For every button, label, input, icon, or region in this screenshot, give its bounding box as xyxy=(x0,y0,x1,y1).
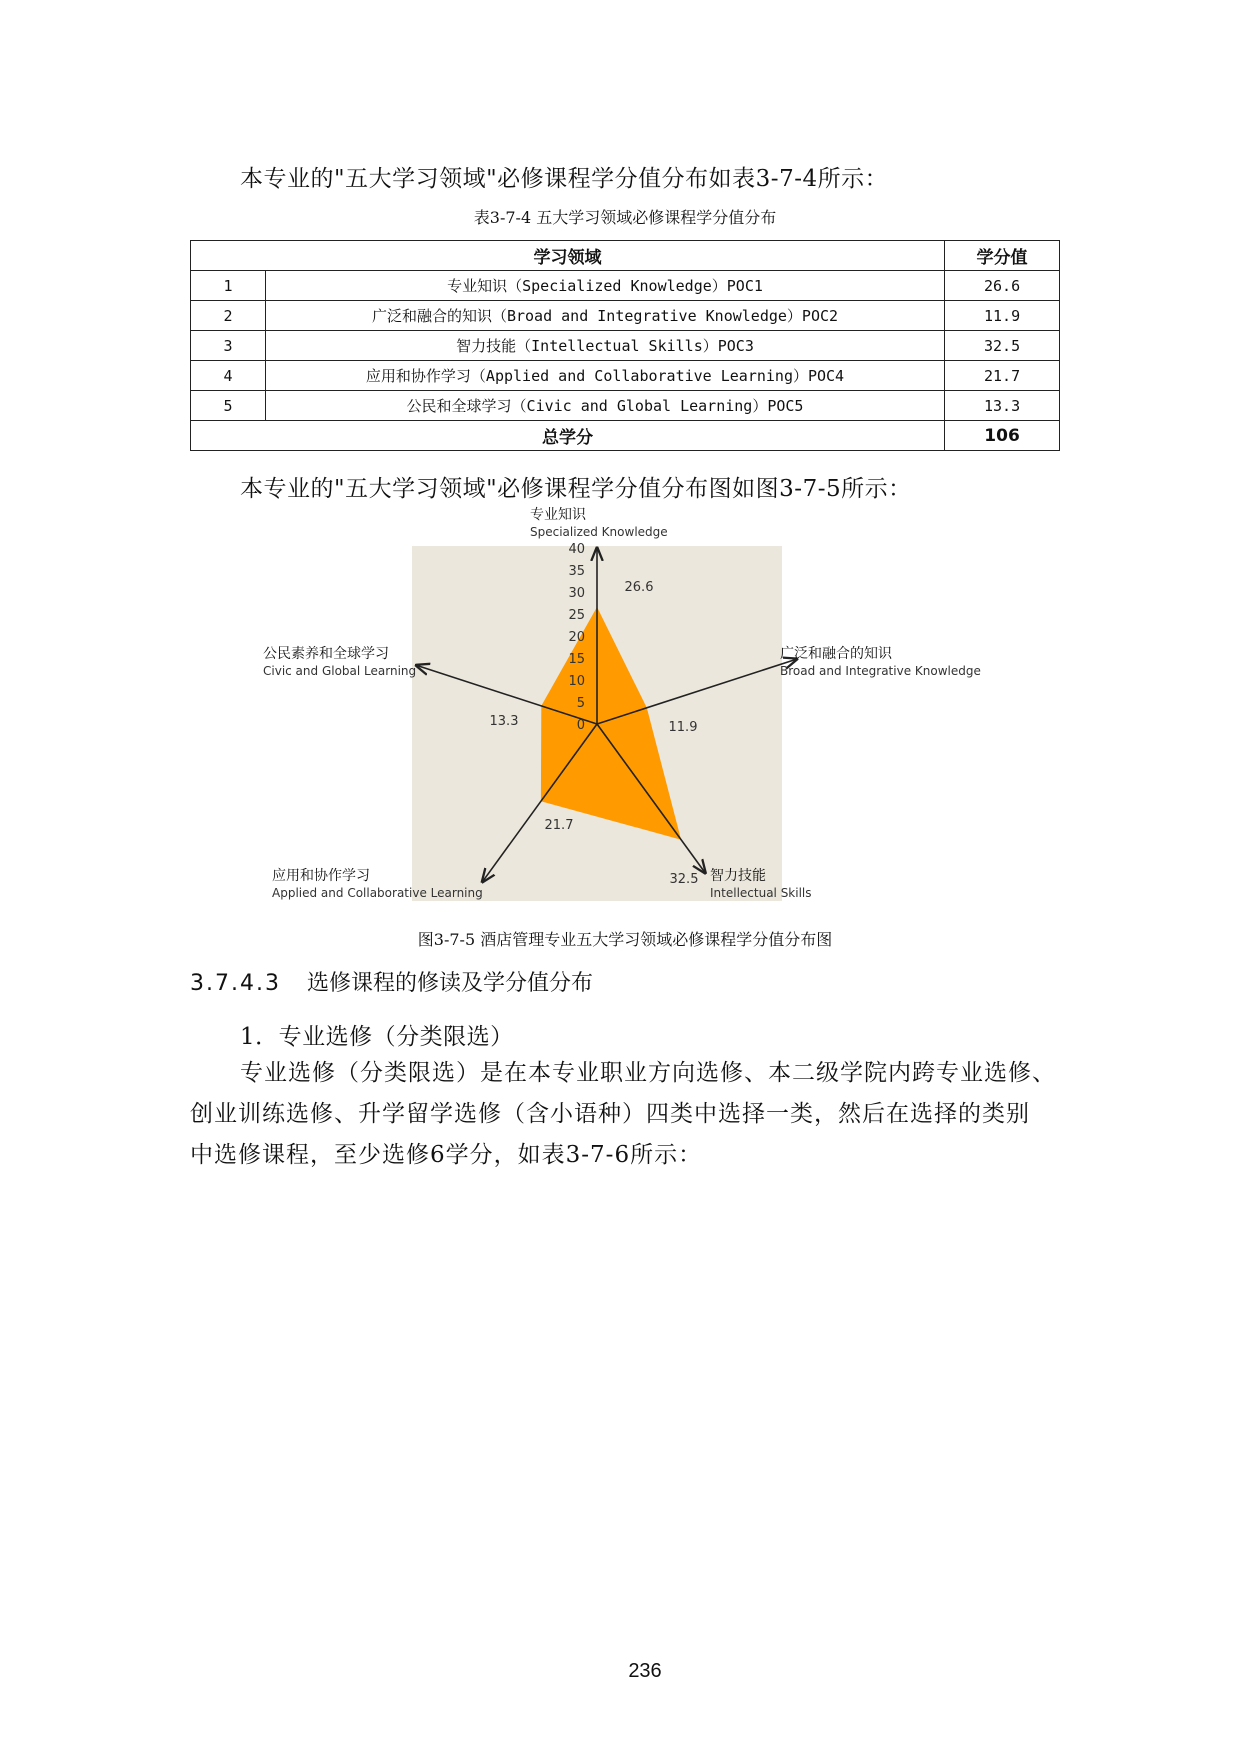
row-credits: 13.3 xyxy=(945,391,1060,421)
tick-label: 25 xyxy=(568,608,585,623)
tick-label: 15 xyxy=(568,652,585,667)
row-credits: 21.7 xyxy=(945,361,1060,391)
page-number: 236 xyxy=(628,1660,662,1682)
row-number: 3 xyxy=(191,331,266,361)
body-line: 创业训练选修、升学留学选修（含小语种）四类中选择一类，然后在选择的类别 xyxy=(190,1101,1030,1127)
row-domain: 广泛和融合的知识（Broad and Integrative Knowledge）POC2 xyxy=(265,301,944,331)
axis-name-en: Civic and Global Learning xyxy=(263,664,417,678)
table-intro-text: 本专业的"五大学习领域"必修课程学分值分布如表3-7-4所示： xyxy=(240,166,889,192)
axis-name-cn: 智力技能 xyxy=(710,868,766,884)
row-domain: 应用和协作学习（Applied and Collaborative Learning）POC4 xyxy=(265,361,944,391)
row-domain: 公民和全球学习（Civic and Global Learning）POC5 xyxy=(265,391,944,421)
value-label: 32.5 xyxy=(669,872,699,887)
header-domain: 学习领域 xyxy=(191,241,945,271)
row-number: 2 xyxy=(191,301,266,331)
tick-label: 20 xyxy=(568,630,585,645)
total-label: 总学分 xyxy=(191,421,945,451)
row-credits: 32.5 xyxy=(945,331,1060,361)
axis-name-en: Broad and Integrative Knowledge xyxy=(780,664,981,678)
tick-label: 35 xyxy=(568,564,585,579)
figure-caption: 图3-7-5 酒店管理专业五大学习领域必修课程学分值分布图 xyxy=(417,930,833,949)
body-paragraph xyxy=(190,1053,1060,1176)
header-credits: 学分值 xyxy=(945,241,1060,271)
row-number: 5 xyxy=(191,391,266,421)
tick-label: 40 xyxy=(568,542,585,557)
total-value: 106 xyxy=(945,421,1060,451)
tick-label: 5 xyxy=(576,696,585,711)
axis-name-cn: 广泛和融合的知识 xyxy=(780,646,892,662)
axis-name-cn: 专业知识 xyxy=(530,507,586,523)
row-domain: 智力技能（Intellectual Skills）POC3 xyxy=(265,331,944,361)
body-line: 中选修课程，至少选修6学分，如表3-7-6所示： xyxy=(190,1142,703,1168)
section-heading xyxy=(190,966,593,997)
section-number: 3.7.4.3 xyxy=(190,971,281,996)
axis-name-en: Intellectual Skills xyxy=(710,886,812,900)
subsection-title: 1．专业选修（分类限选） xyxy=(240,1024,514,1050)
row-domain: 专业知识（Specialized Knowledge）POC1 xyxy=(265,271,944,301)
value-label: 11.9 xyxy=(668,720,698,735)
table-caption: 表3-7-4 五大学习领域必修课程学分值分布 xyxy=(473,208,777,227)
body-line: 专业选修（分类限选）是在本专业职业方向选修、本二级学院内跨专业选修、 xyxy=(240,1060,1056,1086)
axis-name-cn: 公民素养和全球学习 xyxy=(263,646,389,662)
row-credits: 11.9 xyxy=(945,301,1060,331)
row-number: 1 xyxy=(191,271,266,301)
tick-label: 30 xyxy=(568,586,585,601)
section-title: 选修课程的修读及学分值分布 xyxy=(306,971,593,996)
tick-label: 0 xyxy=(576,718,585,733)
value-label: 26.6 xyxy=(624,580,654,595)
axis-name-en: Applied and Collaborative Learning xyxy=(272,886,483,900)
value-label: 21.7 xyxy=(544,818,574,833)
row-credits: 26.6 xyxy=(945,271,1060,301)
axis-name-en: Specialized Knowledge xyxy=(530,525,668,539)
tick-label: 10 xyxy=(568,674,585,689)
figure-intro-text: 本专业的"五大学习领域"必修课程学分值分布图如图3-7-5所示： xyxy=(240,476,912,502)
row-number: 4 xyxy=(191,361,266,391)
value-label: 13.3 xyxy=(489,714,519,729)
axis-name-cn: 应用和协作学习 xyxy=(272,868,370,884)
